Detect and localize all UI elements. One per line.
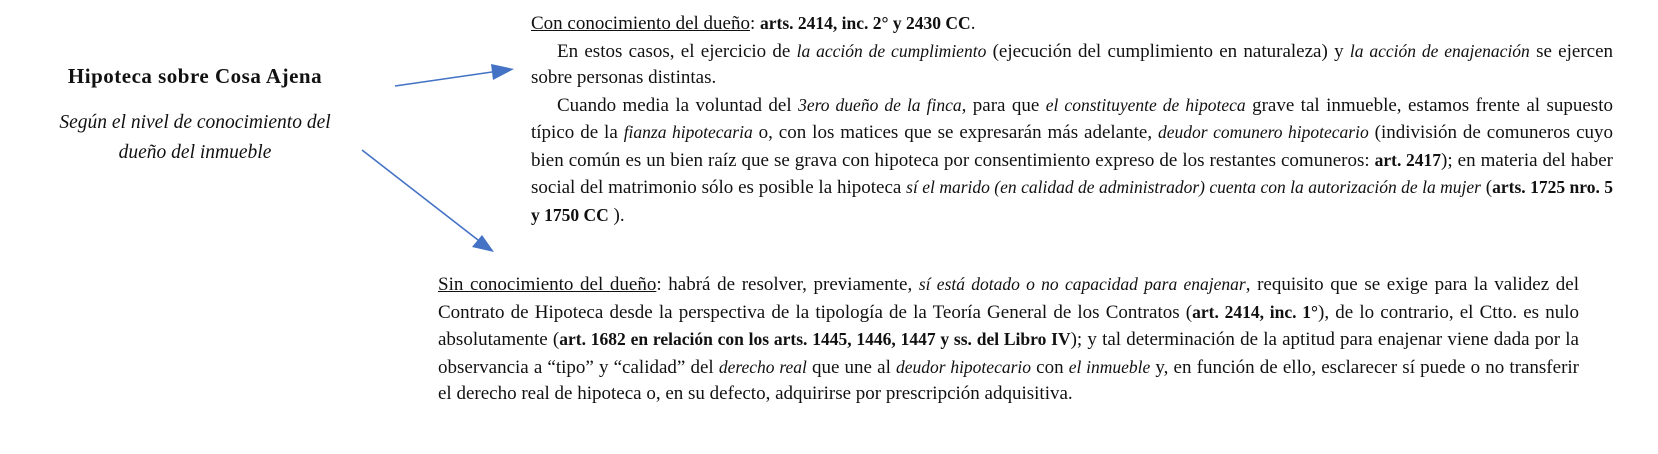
arrow-to-section1	[395, 72, 492, 86]
text: (indivisión de comuneros cuyo bien común es un bien raíz que se grava con hipoteca por consentimiento expreso de los restantes comuneros:	[531, 122, 1614, 171]
emphasis: deudor hipotecario	[895, 356, 1032, 377]
emphasis: la acción de enajenación	[1349, 40, 1530, 61]
legal-reference: art. 2417	[1374, 149, 1442, 170]
text: grave tal inmueble, estamos frente al supuesto típico de la	[531, 94, 1613, 143]
text: .	[970, 13, 976, 34]
diagram-title: Hipoteca sobre Cosa Ajena	[67, 64, 323, 88]
arrowhead-section1	[491, 64, 514, 80]
text: ), de lo contrario, el Ctto. es nulo absolutamente (	[438, 301, 1579, 350]
emphasis: el constituyente de hipoteca	[1045, 94, 1246, 115]
subtitle-line: Según el nivel de conocimiento del	[59, 112, 331, 133]
emphasis: la acción de cumplimiento	[796, 40, 987, 61]
emphasis: sí el marido (en calidad de administrador) cuenta con la autorización de la mujer	[906, 177, 1481, 197]
text: o, con los matices que se expresarán más adelante,	[752, 122, 1159, 143]
section1-heading: Con conocimiento del dueño	[531, 13, 750, 34]
text: , para que	[961, 94, 1046, 116]
legal-reference: art. 2414, inc. 1°	[1192, 301, 1319, 322]
emphasis: deudor comunero hipotecario	[1158, 122, 1369, 142]
text: con	[1031, 356, 1069, 378]
emphasis: el inmueble	[1068, 356, 1151, 377]
section1-paragraph1	[531, 38, 1613, 92]
arrow-to-section2	[362, 150, 478, 240]
section1-paragraph2	[531, 92, 1613, 230]
section-con-conocimiento	[531, 10, 1613, 229]
text: : habrá de resolver, previamente,	[656, 274, 919, 295]
section1-heading-line	[531, 10, 1613, 38]
text: Cuando media la voluntad del	[557, 94, 799, 116]
text: y, en función de ello, esclarecer sí puede o no transferir el derecho real de hipoteca o, en su defecto, adquirirse por prescripción adquisitiva.	[438, 356, 1579, 404]
text: En estos casos, el ejercicio de	[557, 40, 797, 62]
emphasis: fianza hipotecaria	[623, 122, 753, 142]
emphasis: 3ero dueño de la finca	[798, 94, 962, 115]
subtitle-line: dueño del inmueble	[118, 142, 272, 163]
section2-heading: Sin conocimiento del dueño	[438, 274, 657, 295]
text: ); y tal determinación de la aptitud para enajenar viene dada por la observancia a “tipo” y “calidad” del	[438, 329, 1579, 378]
section2-paragraph	[438, 271, 1579, 408]
text: ); en materia del haber social del matrimonio sólo es posible la hipoteca	[531, 149, 1613, 198]
text: :	[749, 13, 761, 34]
emphasis: derecho real	[718, 356, 807, 377]
text: (ejecución del cumplimiento en naturaleza) y	[986, 40, 1350, 62]
legal-reference: arts. 2414, inc. 2° y 2430 CC	[760, 13, 971, 33]
legal-reference: arts. 1725 nro. 5 y 1750 CC	[531, 177, 1614, 225]
emphasis: sí está dotado o no capacidad para enajenar	[918, 274, 1246, 294]
text: que une al	[806, 356, 896, 378]
legal-reference: art. 1682 en relación con los arts. 1445, 1446, 1447 y ss. del Libro IV	[559, 329, 1071, 349]
text: se ejercen sobre personas distintas.	[531, 40, 1613, 88]
text: ).	[608, 204, 625, 226]
section-sin-conocimiento	[438, 271, 1579, 408]
text: (	[1480, 177, 1493, 198]
text: , requisito que se exige para la validez del Contrato de Hipoteca desde la perspectiva de la tipología de la Teoría General de los Contratos (	[438, 274, 1580, 323]
